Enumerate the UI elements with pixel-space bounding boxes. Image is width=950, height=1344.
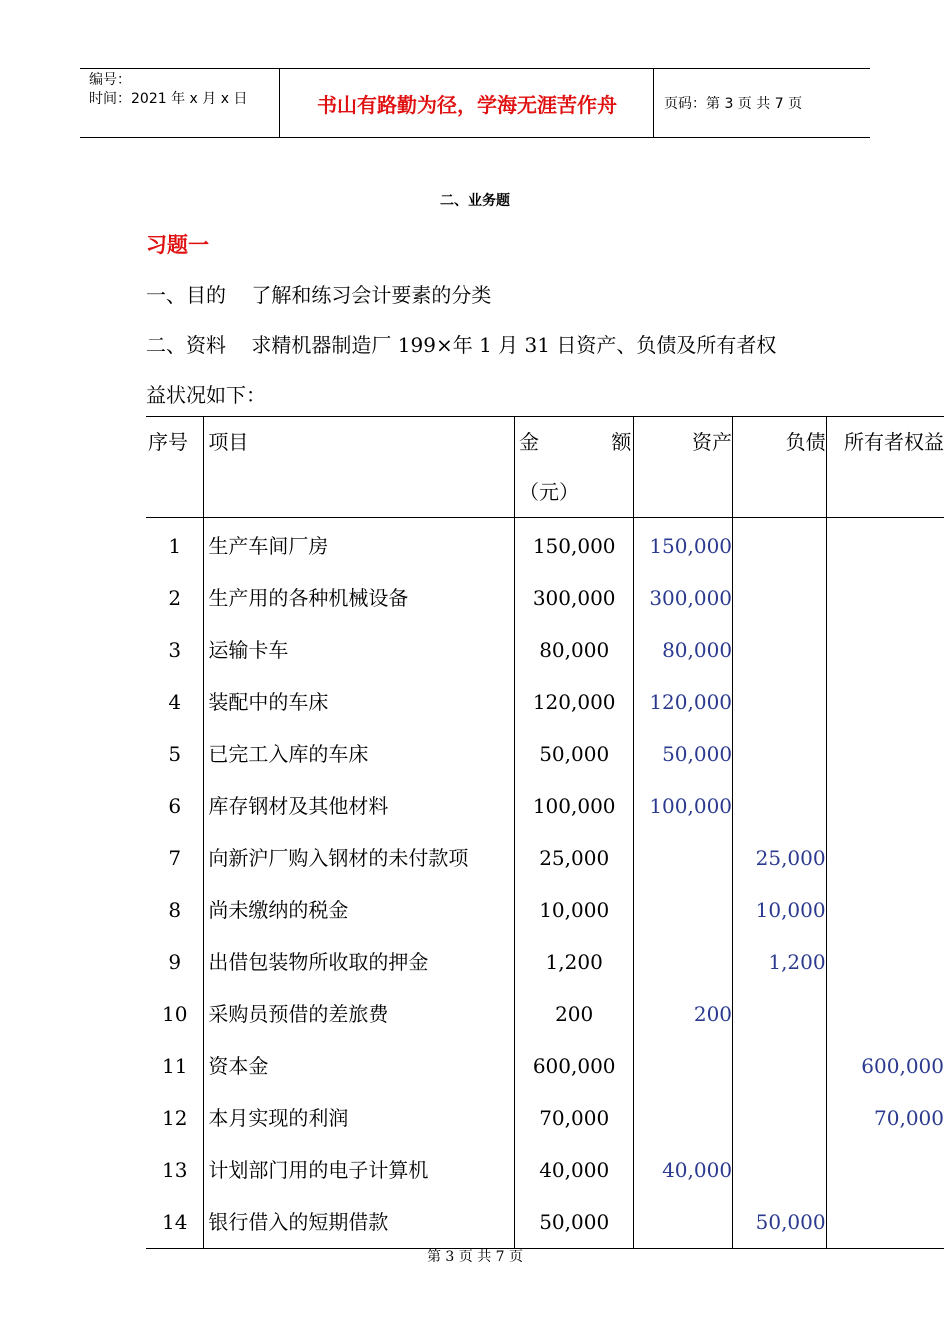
row-asset-cell <box>634 832 733 884</box>
row-equity-cell <box>826 676 944 728</box>
row-amount-cell: 600,000 <box>515 1040 634 1092</box>
row-item-cell: 生产车间厂房 <box>204 518 515 573</box>
row-no-cell: 12 <box>146 1092 204 1144</box>
row-equity-cell: 70,000 <box>874 1106 944 1130</box>
row-asset-cell: 100,000 <box>634 780 733 832</box>
row-amount-cell: 50,000 <box>515 1196 634 1249</box>
table-body <box>146 518 944 1249</box>
row-item-cell: 资本金 <box>204 1040 515 1092</box>
row-asset-cell <box>634 884 733 936</box>
row-equity-cell: 600,000 <box>861 1054 944 1078</box>
row-liability-cell <box>733 518 827 573</box>
row-no-cell: 1 <box>146 518 204 573</box>
table-header-row <box>146 417 944 518</box>
header-amount-b: 额 <box>611 430 632 454</box>
row-liability-cell <box>733 728 827 780</box>
table-row <box>146 884 944 936</box>
row-no-cell: 13 <box>146 1144 204 1196</box>
row-amount-cell: 10,000 <box>515 884 634 936</box>
table-row <box>146 780 944 832</box>
header-amount-a: 金 <box>519 430 540 454</box>
row-liability-cell <box>733 1040 827 1092</box>
row-equity-cell <box>826 936 944 988</box>
row-equity-cell <box>826 1196 944 1249</box>
row-equity-cell <box>826 728 944 780</box>
row-liability-cell: 1,200 <box>733 936 827 988</box>
material-line-2: 益状况如下： <box>146 383 266 407</box>
row-no-cell: 8 <box>146 884 204 936</box>
row-equity-cell <box>826 780 944 832</box>
row-equity-cell <box>826 832 944 884</box>
row-item-cell: 库存钢材及其他材料 <box>204 780 515 832</box>
material-line-1: 二、资料 求精机器制造厂 199×年 1 月 31 日资产、负债及所有者权 <box>146 333 777 357</box>
header-item: 项目 <box>204 417 515 518</box>
page-header <box>80 68 870 138</box>
row-asset-cell: 80,000 <box>634 624 733 676</box>
row-equity-cell <box>826 572 944 624</box>
row-liability-cell <box>733 780 827 832</box>
row-amount-cell: 120,000 <box>515 676 634 728</box>
row-liability-cell: 50,000 <box>733 1196 827 1249</box>
header-asset: 资产 <box>634 417 733 518</box>
table-row <box>146 728 944 780</box>
row-asset-cell <box>634 936 733 988</box>
row-amount-cell: 100,000 <box>515 780 634 832</box>
purpose-line: 一、目的 了解和练习会计要素的分类 <box>146 283 492 307</box>
row-item-cell: 生产用的各种机械设备 <box>204 572 515 624</box>
row-amount-cell: 80,000 <box>515 624 634 676</box>
time-label: 时间：2021 年 x 月 x 日 <box>89 91 248 107</box>
row-amount-cell: 50,000 <box>515 728 634 780</box>
table-row <box>146 624 944 676</box>
table-row <box>146 936 944 988</box>
row-no-cell: 4 <box>146 676 204 728</box>
row-item-cell: 尚未缴纳的税金 <box>204 884 515 936</box>
row-no-cell: 5 <box>146 728 204 780</box>
row-liability-cell <box>733 676 827 728</box>
row-no-cell: 10 <box>146 988 204 1040</box>
table-row <box>146 518 944 573</box>
row-amount-cell: 25,000 <box>515 832 634 884</box>
exercise-title: 习题一 <box>146 233 209 257</box>
number-label: 编号： <box>89 72 131 88</box>
row-liability-cell: 25,000 <box>733 832 827 884</box>
row-no-cell: 3 <box>146 624 204 676</box>
row-liability-cell: 10,000 <box>733 884 827 936</box>
header-amount-unit: （元） <box>519 480 580 504</box>
row-no-cell: 11 <box>146 1040 204 1092</box>
section-title: 二、业务题 <box>440 193 510 209</box>
row-item-cell: 出借包装物所收取的押金 <box>204 936 515 988</box>
row-item-cell: 银行借入的短期借款 <box>204 1196 515 1249</box>
row-amount-cell: 1,200 <box>515 936 634 988</box>
row-asset-cell: 200 <box>634 988 733 1040</box>
row-item-cell: 本月实现的利润 <box>204 1092 515 1144</box>
header-motto: 书山有路勤为径，学海无涯苦作舟 <box>281 69 654 137</box>
row-equity-cell <box>826 624 944 676</box>
row-asset-cell: 120,000 <box>634 676 733 728</box>
page-footer: 第 3 页 共 7 页 <box>426 1249 524 1265</box>
table-row <box>146 1040 944 1092</box>
balance-table <box>146 416 944 1249</box>
row-liability-cell <box>733 1092 827 1144</box>
header-amount <box>515 417 634 518</box>
row-equity-cell <box>826 988 944 1040</box>
table-row <box>146 832 944 884</box>
row-item-cell: 已完工入库的车床 <box>204 728 515 780</box>
row-asset-cell <box>634 1040 733 1092</box>
table-row <box>146 572 944 624</box>
row-asset-cell: 150,000 <box>634 518 733 573</box>
table-row <box>146 1092 944 1144</box>
row-asset-cell <box>634 1196 733 1249</box>
row-no-cell: 9 <box>146 936 204 988</box>
row-item-cell: 采购员预借的差旅费 <box>204 988 515 1040</box>
row-asset-cell: 50,000 <box>634 728 733 780</box>
row-no-cell: 6 <box>146 780 204 832</box>
row-amount-cell: 300,000 <box>515 572 634 624</box>
row-equity-cell <box>826 518 944 573</box>
row-item-cell: 向新沪厂购入钢材的未付款项 <box>204 832 515 884</box>
row-item-cell: 运输卡车 <box>204 624 515 676</box>
header-page-info: 页码：第 3 页 共 7 页 <box>664 96 803 112</box>
table-row <box>146 988 944 1040</box>
row-item-cell: 计划部门用的电子计算机 <box>204 1144 515 1196</box>
row-asset-cell: 40,000 <box>634 1144 733 1196</box>
row-equity-cell <box>826 884 944 936</box>
header-meta <box>80 69 280 137</box>
row-amount-cell: 150,000 <box>515 518 634 573</box>
table-row <box>146 1144 944 1196</box>
row-liability-cell <box>733 572 827 624</box>
row-liability-cell <box>733 988 827 1040</box>
row-amount-cell: 70,000 <box>515 1092 634 1144</box>
table-row <box>146 676 944 728</box>
row-no-cell: 2 <box>146 572 204 624</box>
row-no-cell: 7 <box>146 832 204 884</box>
row-asset-cell: 300,000 <box>634 572 733 624</box>
row-liability-cell <box>733 1144 827 1196</box>
row-amount-cell: 40,000 <box>515 1144 634 1196</box>
table-row <box>146 1196 944 1249</box>
header-no: 序号 <box>146 417 204 518</box>
row-no-cell: 14 <box>146 1196 204 1249</box>
row-liability-cell <box>733 624 827 676</box>
row-equity-cell <box>826 1144 944 1196</box>
header-equity: 所有者权益 <box>826 417 944 518</box>
row-asset-cell <box>634 1092 733 1144</box>
row-amount-cell: 200 <box>515 988 634 1040</box>
row-item-cell: 装配中的车床 <box>204 676 515 728</box>
header-liability: 负债 <box>733 417 827 518</box>
